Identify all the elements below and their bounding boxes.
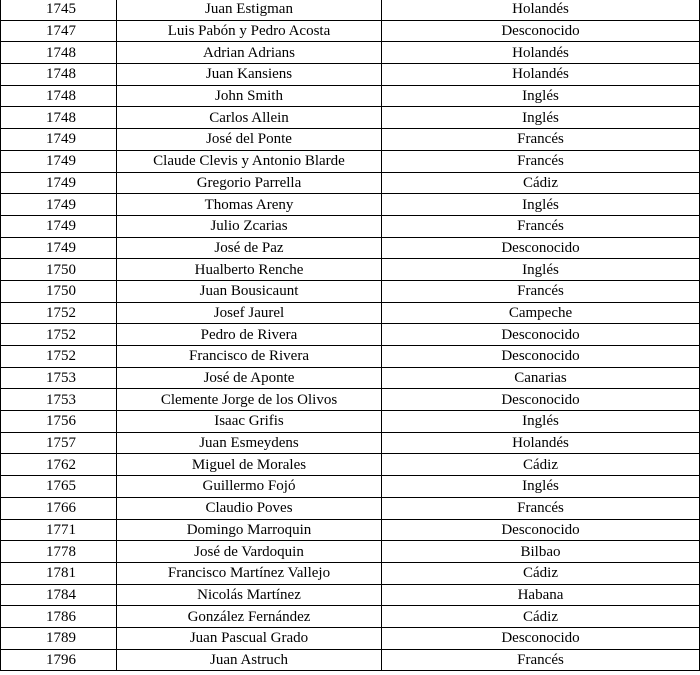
year-cell: 1749: [1, 150, 117, 172]
table-row: [1, 454, 700, 476]
origin-cell: Cádiz: [382, 454, 700, 476]
year-cell: 1747: [1, 20, 117, 42]
origin-cell: Holandés: [382, 0, 700, 20]
table-row: [1, 215, 700, 237]
table-row: [1, 606, 700, 628]
year-cell: 1750: [1, 259, 117, 281]
records-table-body: [1, 0, 700, 671]
origin-cell: Canarias: [382, 367, 700, 389]
name-cell: Gregorio Parrella: [117, 172, 382, 194]
table-row: [1, 367, 700, 389]
origin-cell: Desconocido: [382, 627, 700, 649]
year-cell: 1771: [1, 519, 117, 541]
name-cell: Francisco de Rivera: [117, 346, 382, 368]
origin-cell: Inglés: [382, 259, 700, 281]
name-cell: Nicolás Martínez: [117, 584, 382, 606]
name-cell: Carlos Allein: [117, 107, 382, 129]
table-row: [1, 324, 700, 346]
origin-cell: Holandés: [382, 42, 700, 64]
table-row: [1, 389, 700, 411]
origin-cell: Francés: [382, 129, 700, 151]
year-cell: 1750: [1, 280, 117, 302]
table-row: [1, 259, 700, 281]
year-cell: 1748: [1, 85, 117, 107]
name-cell: Juan Pascual Grado: [117, 627, 382, 649]
name-cell: Juan Bousicaunt: [117, 280, 382, 302]
table-row: [1, 411, 700, 433]
year-cell: 1748: [1, 64, 117, 86]
name-cell: Clemente Jorge de los Olivos: [117, 389, 382, 411]
name-cell: Domingo Marroquin: [117, 519, 382, 541]
origin-cell: Cádiz: [382, 562, 700, 584]
origin-cell: Cádiz: [382, 606, 700, 628]
year-cell: 1749: [1, 129, 117, 151]
name-cell: Luis Pabón y Pedro Acosta: [117, 20, 382, 42]
origin-cell: Inglés: [382, 411, 700, 433]
origin-cell: Francés: [382, 150, 700, 172]
year-cell: 1749: [1, 237, 117, 259]
table-row: [1, 172, 700, 194]
name-cell: Juan Kansiens: [117, 64, 382, 86]
name-cell: Claude Clevis y Antonio Blarde: [117, 150, 382, 172]
name-cell: Josef Jaurel: [117, 302, 382, 324]
table-row: [1, 562, 700, 584]
table-row: [1, 519, 700, 541]
table-row: [1, 194, 700, 216]
table-row: [1, 237, 700, 259]
table-row: [1, 584, 700, 606]
name-cell: González Fernández: [117, 606, 382, 628]
origin-cell: Desconocido: [382, 20, 700, 42]
origin-cell: Francés: [382, 497, 700, 519]
origin-cell: Holandés: [382, 64, 700, 86]
origin-cell: Desconocido: [382, 519, 700, 541]
name-cell: Guillermo Fojó: [117, 476, 382, 498]
table-row: [1, 85, 700, 107]
name-cell: José del Ponte: [117, 129, 382, 151]
table-row: [1, 280, 700, 302]
table-row: [1, 129, 700, 151]
origin-cell: Inglés: [382, 107, 700, 129]
year-cell: 1778: [1, 541, 117, 563]
name-cell: Claudio Poves: [117, 497, 382, 519]
name-cell: John Smith: [117, 85, 382, 107]
name-cell: Pedro de Rivera: [117, 324, 382, 346]
origin-cell: Habana: [382, 584, 700, 606]
year-cell: 1753: [1, 367, 117, 389]
name-cell: Isaac Grifis: [117, 411, 382, 433]
year-cell: 1748: [1, 42, 117, 64]
origin-cell: Desconocido: [382, 324, 700, 346]
table-row: [1, 497, 700, 519]
origin-cell: Bilbao: [382, 541, 700, 563]
name-cell: Julio Zcarias: [117, 215, 382, 237]
year-cell: 1749: [1, 172, 117, 194]
table-row: [1, 0, 700, 20]
origin-cell: Desconocido: [382, 346, 700, 368]
name-cell: José de Aponte: [117, 367, 382, 389]
year-cell: 1749: [1, 194, 117, 216]
name-cell: Juan Estigman: [117, 0, 382, 20]
origin-cell: Holandés: [382, 432, 700, 454]
origin-cell: Desconocido: [382, 389, 700, 411]
year-cell: 1789: [1, 627, 117, 649]
table-row: [1, 627, 700, 649]
table-row: [1, 107, 700, 129]
year-cell: 1757: [1, 432, 117, 454]
name-cell: Francisco Martínez Vallejo: [117, 562, 382, 584]
name-cell: Thomas Areny: [117, 194, 382, 216]
year-cell: 1756: [1, 411, 117, 433]
year-cell: 1752: [1, 346, 117, 368]
table-row: [1, 150, 700, 172]
year-cell: 1745: [1, 0, 117, 20]
origin-cell: Campeche: [382, 302, 700, 324]
name-cell: Hualberto Renche: [117, 259, 382, 281]
table-row: [1, 20, 700, 42]
name-cell: Miguel de Morales: [117, 454, 382, 476]
year-cell: 1784: [1, 584, 117, 606]
origin-cell: Francés: [382, 280, 700, 302]
year-cell: 1765: [1, 476, 117, 498]
origin-cell: Inglés: [382, 85, 700, 107]
table-row: [1, 42, 700, 64]
table-row: [1, 302, 700, 324]
year-cell: 1752: [1, 324, 117, 346]
origin-cell: Francés: [382, 215, 700, 237]
table-row: [1, 346, 700, 368]
table-row: [1, 432, 700, 454]
origin-cell: Cádiz: [382, 172, 700, 194]
name-cell: Juan Esmeydens: [117, 432, 382, 454]
name-cell: José de Paz: [117, 237, 382, 259]
table-row: [1, 541, 700, 563]
year-cell: 1749: [1, 215, 117, 237]
origin-cell: Inglés: [382, 476, 700, 498]
name-cell: Adrian Adrians: [117, 42, 382, 64]
year-cell: 1748: [1, 107, 117, 129]
name-cell: José de Vardoquin: [117, 541, 382, 563]
year-cell: 1762: [1, 454, 117, 476]
year-cell: 1752: [1, 302, 117, 324]
origin-cell: Francés: [382, 649, 700, 671]
year-cell: 1781: [1, 562, 117, 584]
table-row: [1, 64, 700, 86]
year-cell: 1786: [1, 606, 117, 628]
origin-cell: Desconocido: [382, 237, 700, 259]
table-row: [1, 649, 700, 671]
year-cell: 1753: [1, 389, 117, 411]
table-row: [1, 476, 700, 498]
year-cell: 1796: [1, 649, 117, 671]
origin-cell: Inglés: [382, 194, 700, 216]
name-cell: Juan Astruch: [117, 649, 382, 671]
year-cell: 1766: [1, 497, 117, 519]
